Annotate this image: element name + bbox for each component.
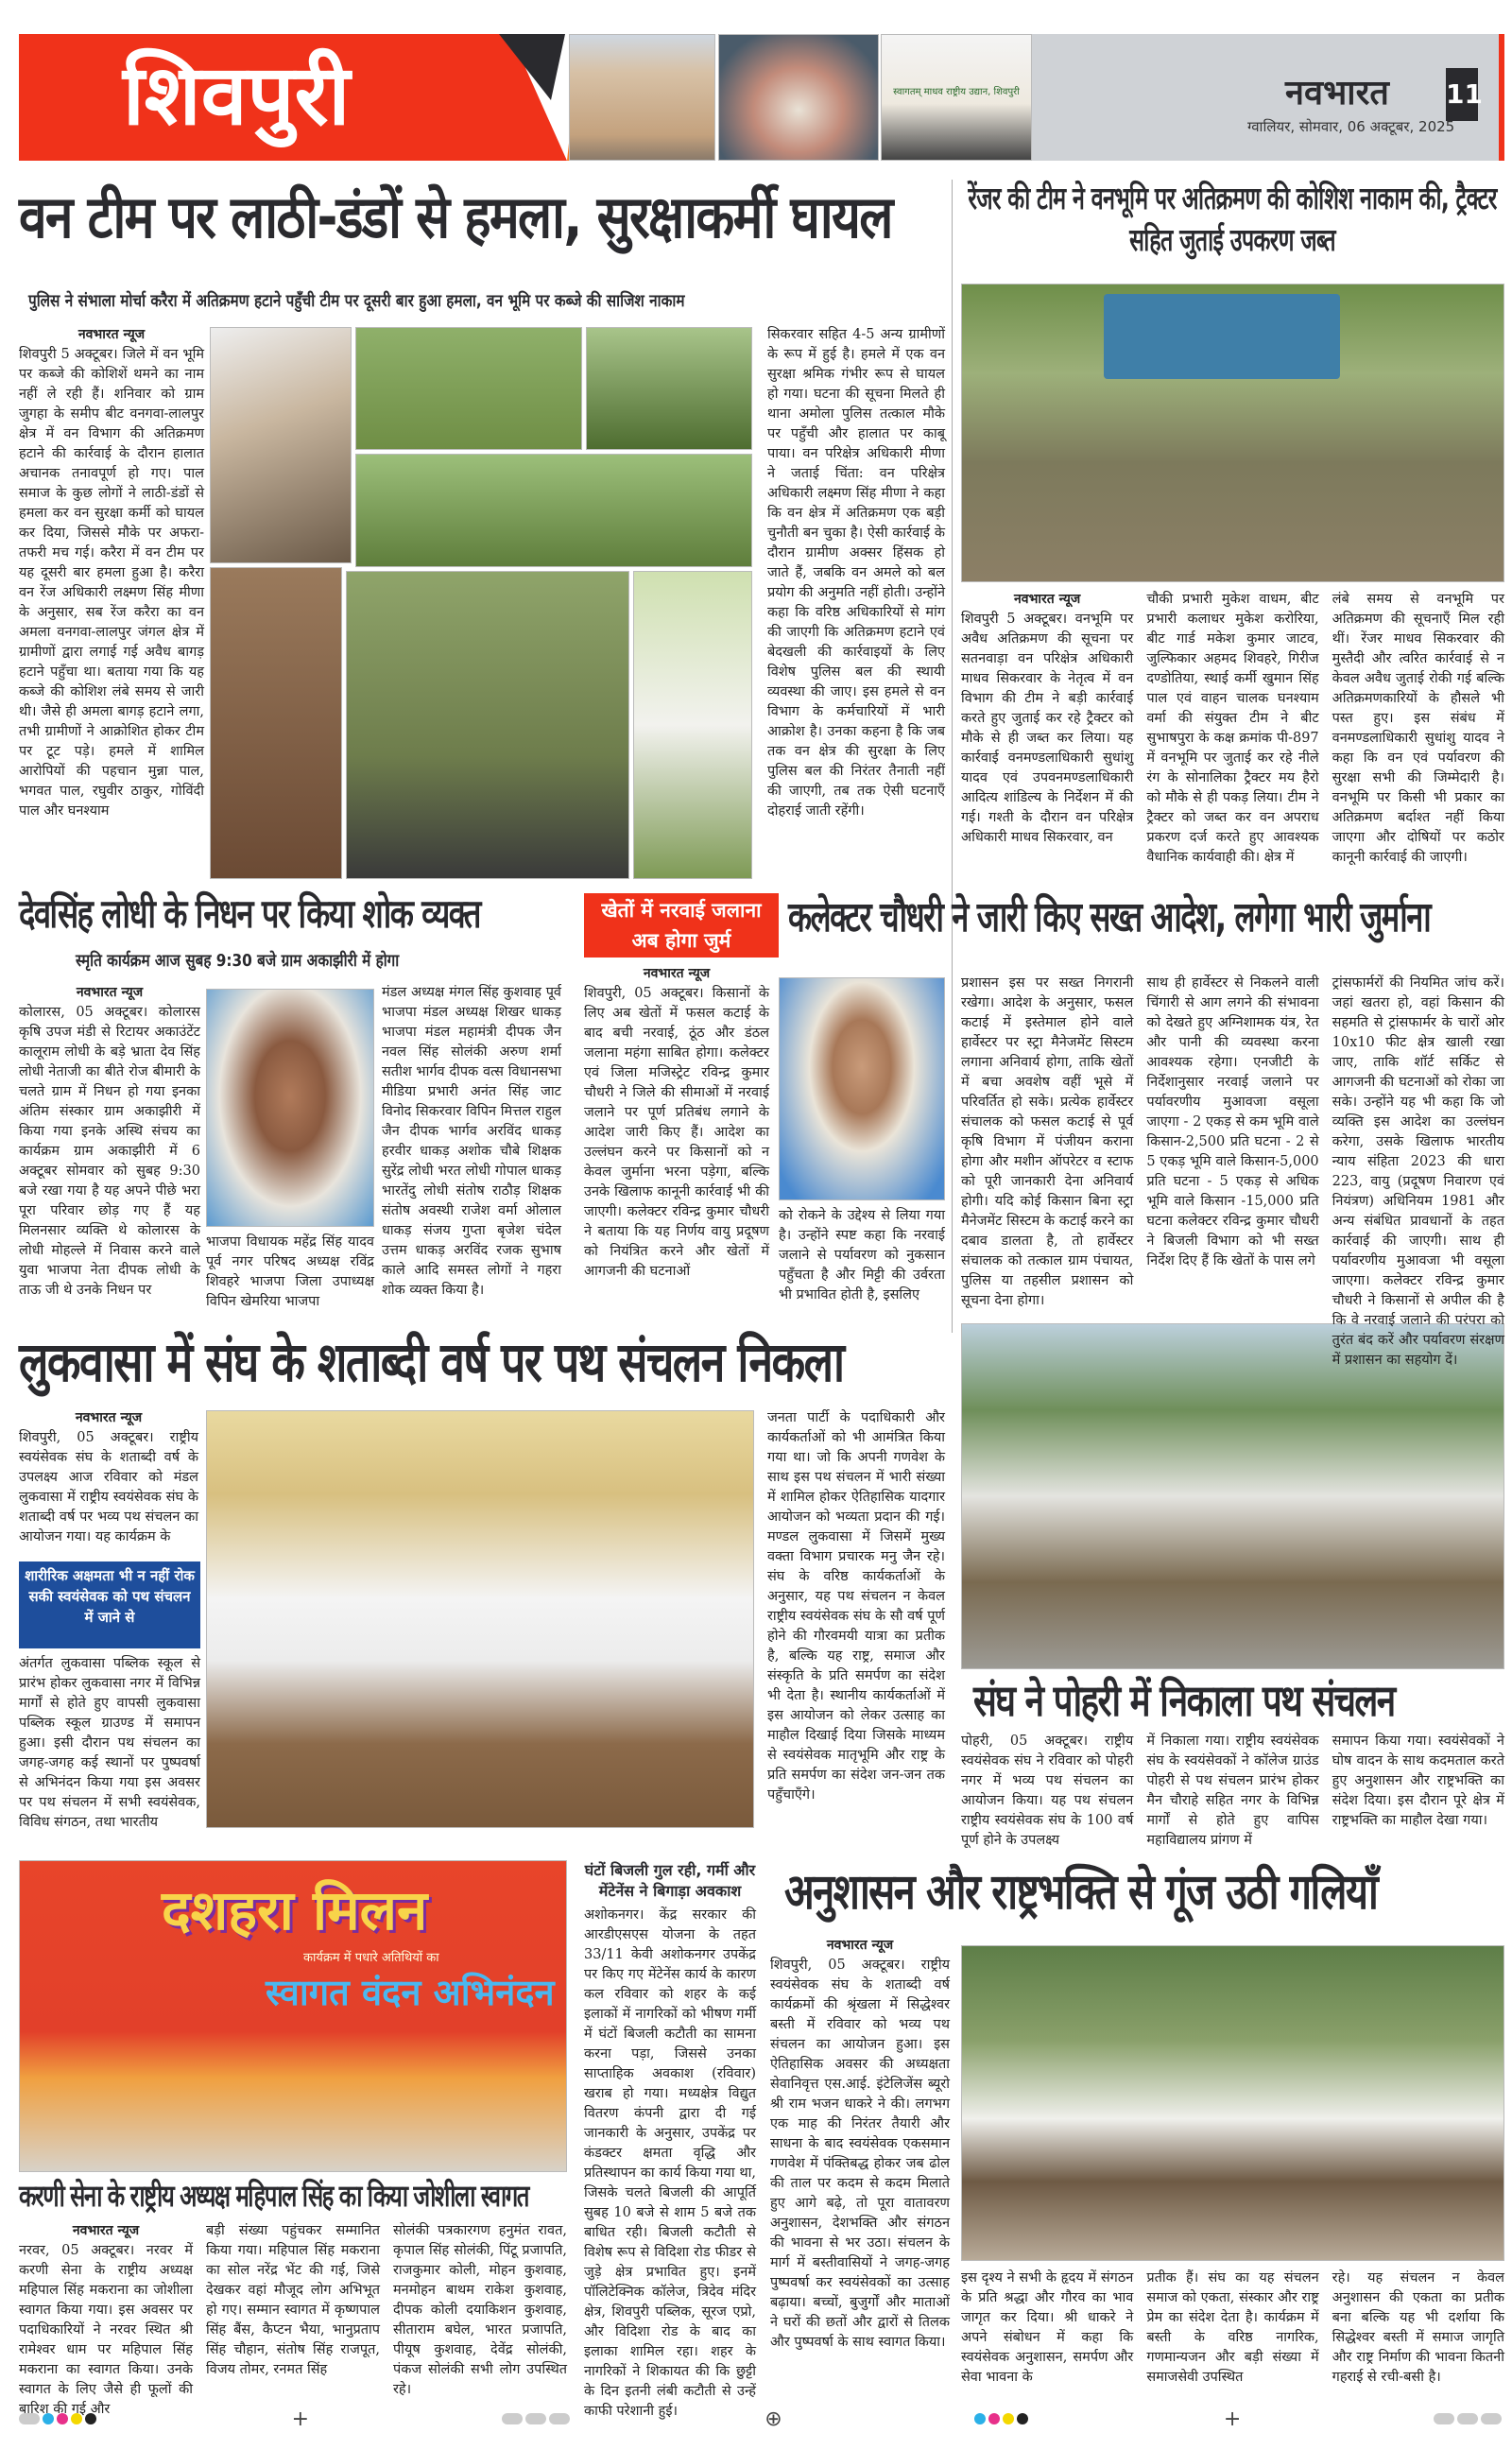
story3-col1: [19, 983, 200, 1331]
paper-name: नवभारत: [1285, 74, 1389, 112]
byline: नवभारत न्यूज: [826, 1938, 894, 1953]
story1-subhead: पुलिस ने संभाला मोर्चा करैरा में अतिक्रमण हटाने पहुँची टीम पर दूसरी बार हुआ हमला, वन भूमि पर कब्जे की साजिश नाकाम: [28, 291, 685, 311]
story4-badge: खेतों में नरवाई जलाना अब होगा जुर्म: [584, 893, 779, 958]
byline: नवभारत न्यूज: [72, 2223, 140, 2238]
story7-col3: सोलंकी पत्रकारगण हनुमंत रावत, कृपाल सिंह सोलंकी, पिंटू प्रजापति, राजकुमार कोली, मोहन कुशवाह, मनमोहन बाथम राकेश कुशवाह, दीपक कोली दयाकिशन कुशवाह, सीताराम बघेल, भारत प्रजापति, पीयूष कुशवाह, देवेंद्र सोलंकी, पंकज सोलंकी सभी लोग उपस्थित रहे।: [393, 2223, 567, 2397]
story2-text: शिवपुरी 5 अक्टूबर। वनभूमि पर अवैध अतिक्रमण की सूचना पर सतनवाड़ा वन परिक्षेत्र अधिकारी माधव सिकरवार के नेतृत्व में वन विभाग की टीम ने बड़ी कार्रवाई करते हुए जुताई कर रहे ट्रैक्टर को मौके से ही जब्त कर लिया। यह कार्रवाई वनमण्डलाधिकारी सुधांशु यादव एवं उपवनमण्डलाधिकारी आदित्य शांडिल्य के निर्देशन में की गई। गश्ती के दौरान वन परिक्षेत्र अधिकारी माधव सिकरवार, वन: [961, 612, 1134, 845]
byline: नवभारत न्यूज: [75, 1410, 143, 1425]
photo-field-crowd: [355, 327, 582, 450]
story5-col2: जनता पार्टी के पदाधिकारी और कार्यकर्ताओं को भी आमंत्रित किया गया था। जो कि अपनी गणवेश के साथ इस पथ संचलन में भारी संख्या में शामिल होकर ऐतिहासिक यादगार आयोजन को भव्यता प्रदान की गई। मण्डल लुकवासा में जिसमें मुख्य वक्ता विभाग प्रचारक मनु जैन रहे। संघ के वरिष्ठ कार्यकर्ताओं के अनुसार, यह पथ संचलन न केवल राष्ट्रीय स्वयंसेवक संघ के सौ वर्ष पूर्ण होने की गौरवमयी यात्रा का प्रतीक है, बल्कि यह राष्ट्र, समाज और संस्कृति के प्रति समर्पण का संदेश भी देता है। स्थानीय कार्यकर्ताओं में इस आयोजन को लेकर उत्साह का माहौल दिखाई दिया जिसके माध्यम से स्वयंसेवक मातृभूमि और राष्ट्र के प्रति समर्पण का संदेश जन-जन तक पहुँचाएँगे।: [767, 1410, 945, 1803]
story4-col3: प्रशासन इस पर सख्त निगरानी रखेगा। आदेश के अनुसार, फसल कटाई में इस्तेमाल होने वाले हार्वेस्टर पर स्ट्रा मैनेजमेंट सिस्टम लगाना अनिवार्य होगा, ताकि खेतों में बचा अवशेष वहीं भूसे में परिवर्तित हो सके। प्रत्येक हार्वेस्टर संचालक को फसल कटाई से पूर्व कृषि विभाग में पंजीयन कराना होगा और मशीन ऑपरेटर व स्टाफ को पूरी जानकारी देना अनिवार्य होगी। यदि कोई किसान बिना स्ट्रा मैनेजमेंट सिस्टम के कटाई करने का दबाव डालता है, तो हार्वेस्टर संचालक को तत्काल ग्राम पंचायत, पुलिस या तहसील प्रशासन को सूचना देना होगा।: [961, 975, 1134, 1308]
photo-back-injury: [210, 567, 342, 879]
story3-under-photo: भाजपा विधायक महेंद्र सिंह यादव पूर्व नगर परिषद अध्यक्ष रविंद्र शिवहरे भाजपा जिला उपाध्यक्ष विपिन खेमरिया भाजपा: [206, 1234, 374, 1309]
masthead-photo-palace: [569, 34, 715, 161]
color-bar: [974, 2410, 1031, 2428]
masthead-photo-square: [718, 34, 879, 161]
byline: नवभारत न्यूज: [643, 966, 711, 981]
tractor: [1104, 294, 1340, 379]
story2-col2: चौकी प्रभारी मुकेश वाधम, बीट प्रभारी कलाधर मुकेश करोरिया, बीट गार्ड मकेश कुमार जाटव, जुल्फिकार अहमद शिवहरे, गिरीज दण्डोतिया, स्थाई कर्मी खुमान सिंह पाल एवं वाहन चालक घनश्याम वर्मा की संयुक्त टीम ने बीट सुभाषपुरा के कक्ष क्रमांक पी-897 में वनभूमि पर जुताई कर रहे नीले रंग के सोनालिका ट्रैक्टर मय हैरो को मौके से ही पकड़ लिया। टीम ने ट्रैक्टर को जब्त कर वन अपराध प्रकरण दर्ज करते हुए आवश्यक वैधानिक कार्यवाही की। क्षेत्र में: [1146, 592, 1319, 865]
story9-col4: रहे। यह संचलन न केवल अनुशासन की एकता का प्रतीक बना बल्कि यह भी दर्शाया कि सिद्धेश्वर बस्ती में समाज जागृति और राष्ट्र निर्माण की भावना कितनी गहराई से रची-बसी है।: [1332, 2270, 1504, 2385]
photo-motorcycle: [346, 571, 629, 879]
story4-col4: साथ ही हार्वेस्टर से निकलने वाली चिंगारी से आग लगने की संभावना को देखते हुए अग्निशामक यंत्र, रेत और पानी की व्यवस्था करना आवश्यक रहेगा। एनजीटी के निर्देशानुसार नरवाई जलाने पर पर्यावरणीय मुआवजा वसूला जाएगा - 2 एकड़ से कम भूमि वाले किसान-2,500 प्रति घटना - 2 से 5 एकड़ भूमि वाले किसान-5,000 प्रति घटना - 5 एकड़ से अधिक भूमि वाले किसान -15,000 प्रति घटना कलेक्टर रविन्द्र कुमार चौधरी ने बिजली विभाग को भी सख्त निर्देश दिए हैं कि खेतों के पास लगे: [1146, 975, 1319, 1268]
story9-photo-march: [961, 1945, 1504, 2261]
story5-photo-volunteers: [206, 1410, 754, 1828]
story3-subhead: स्मृति कार्यक्रम आज सुबह 9:30 बजे ग्राम अकाझीरी में होगा: [76, 951, 400, 971]
story9-col3: प्रतीक हैं। संघ का यह संचलन समाज को एकता, संस्कार और राष्ट्र प्रेम का संदेश देता है। कार्यक्रम में बस्ती के वरिष्ठ नागरिक, गणमान्यजन और बड़ी संख्या में समाजसेवी उपस्थित: [1146, 2270, 1319, 2385]
story7-headline: करणी सेना के राष्ट्रीय अध्यक्ष महिपाल सिंह का किया जोशीला स्वागत: [19, 2178, 528, 2214]
story7-text: नरवर, 05 अक्टूबर। नरवर में करणी सेना के राष्ट्रीय अध्यक्ष महिपाल सिंह मकराना का जोशीला स्वागत किया गया। इस अवसर पर पदाधिकारियों ने नरवर स्थित श्री रामेश्वर धाम पर महिपाल सिंह मकराना का स्वागत किया। उनके स्वागत के लिए जैसे ही फूलों की बारिश की गई और: [19, 2243, 193, 2417]
story7-columns: [19, 2221, 567, 2417]
story4-text: शिवपुरी, 05 अक्टूबर। किसानों के लिए अब खेतों में फसल कटाई के बाद बची नरवाई, ठूंठ और डंठल जलाना महंगा साबित होगा। कलेक्टर एवं जिला मजिस्ट्रेट रविन्द्र कुमार चौधरी ने जिले की सीमाओं में नरवाई जलाने पर पूर्ण प्रतिबंध लगाने के आदेश जारी किए हैं। आदेश का उल्लंघन करने पर किसानों को न केवल जुर्माना भरना पड़ेगा, बल्कि उनके खिलाफ कानूनी कार्रवाई भी की जाएगी। कलेक्टर रविन्द्र कुमार चौधरी ने बताया कि यह निर्णय वायु प्रदूषण को नियंत्रित करने और खेतों में आगजनी की घटनाओं: [584, 986, 769, 1279]
story3-text: कोलारस, 05 अक्टूबर। कोलारस कृषि उपज मंडी से रिटायर अकाउंटेंट कालूराम लोधी के बड़े भ्राता देव सिंह लोधी नेताजी का बीते रोज बीमारी के चलते ग्राम में निधन हो गया इनका अंतिम संस्कार ग्राम अकाझीरी में किया गया इनके अस्थि संचय का कार्यक्रम ग्राम अकाझीरी में 6 अक्टूबर सोमवार को सुबह 9:30 बजे रखा गया है यह अपने पीछे भरा पूरा परिवार छोड़ गए हैं यह मिलनसार व्यक्ति थे कोलारस के लोधी मोहल्ले में निवास करने वाले युवा भाजपा नेता दीपक लोधी के ताऊ जी थे उनके निधन पर: [19, 1005, 200, 1298]
color-bar: [502, 2410, 573, 2428]
photo-man-with-stick: [633, 571, 752, 879]
photo-trees: [586, 327, 752, 450]
story5-headline: लुकवासा में संघ के शताब्दी वर्ष पर पथ संचलन निकला: [19, 1330, 844, 1394]
story5-col1: [19, 1408, 198, 1560]
story8-headline: घंटों बिजली गुल रही, गर्मी और मेंटेनेंस ने बिगाड़ा अवकाश: [584, 1861, 756, 1900]
story1-text: शिवपुरी 5 अक्टूबर। जिले में वन भूमि पर कब्जे की कोशिशें थमने का नाम नहीं ले रही हैं। शनिवार को ग्राम जुगहा के समीप बीट वनगवा-लालपुर क्षेत्र में वन विभाग की अतिक्रमण हटाने की कार्रवाई के दौरान हालात अचानक तनावपूर्ण हो गए। पाल समाज के कुछ लोगों ने लाठी-डंडों से हमला कर वन सुरक्षा कर्मी को घायल कर दिया, जिससे मौके पर अफरा-तफरी मच गई। करैरा में वन टीम पर यह दूसरी बार हमला हुआ है। करैरा वन रेंज अधिकारी लक्ष्मण सिंह मीणा के अनुसार, सब रेंज करैरा का वन अमला वनगवा-लालपुर जंगल क्षेत्र में ग्रामीणों द्वारा लगाई गई अवैध बागड़ हटाने पहुँचा था। बताया गया कि यह कब्जे की कोशिश लंबे समय से जारी थी। जैसे ही अमला बागड़ हटाने लगा, तभी ग्रामीणों ने आक्रोशित होकर टीम पर टूट पड़े। हमले में शामिल आरोपियों की पहचान मुन्ना पाल, भगवत पाल, रघुवीर ठाकुर, गोविंदी पाल और घनश्याम: [19, 347, 204, 819]
story4-collector-photo: [779, 977, 945, 1200]
photo-officer: [355, 454, 752, 567]
story1-headline: वन टीम पर लाठी-डंडों से हमला, सुरक्षाकर्मी घायल: [19, 182, 892, 251]
masthead-info-panel: [1032, 34, 1504, 161]
story5-text: शिवपुरी, 05 अक्टूबर। राष्ट्रीय स्वयंसेवक संघ के शताब्दी वर्ष के उपलक्ष्य आज रविवार को मंडल लुकवासा में राष्ट्रीय स्वयंसेवक संघ के शताब्दी वर्ष पर भव्य पथ संचलन का आयोजन गया। यह कार्यक्रम के: [19, 1430, 198, 1544]
story2-photo-forest-team: [961, 284, 1504, 582]
banner-subtext2: स्वागत वंदन अभिनंदन: [266, 1972, 555, 2013]
story4-col5: ट्रांसफार्मरों की नियमित जांच करें। जहां खतरा हो, वहां किसान की सहमति से ट्रांसफार्मर के चारों ओर 10x10 फीट क्षेत्र खाली रखा जाए, ताकि शॉर्ट सर्किट से आगजनी की घटनाओं को रोका जा सके। उन्होंने यह भी कहा कि जो व्यक्ति इस आदेश का उल्लंघन करेगा, उसके खिलाफ भारतीय न्याय संहिता 2023 की धारा 223, वायु (प्रदूषण निवारण एवं नियंत्रण) अधिनियम 1981 और अन्य संबंधित प्रावधानों के तहत कार्रवाई की जाएगी। साथ ही पर्यावरणीय मुआवजा भी वसूला जाएगा। कलेक्टर रविन्द्र कुमार चौधरी ने किसानों से अपील की है कि वे नरवाई जलाने की परंपरा को तुरंत बंद करें और पर्यावरण संरक्षण में प्रशासन का सहयोग दें।: [1332, 975, 1504, 1368]
byline: नवभारत न्यूज: [1014, 592, 1081, 607]
story2-col3: लंबे समय से वनभूमि पर अतिक्रमण की सूचनाएँ मिल रही थीं। रेंजर माधव सिकरवार की मुस्तैदी और त्वरित कार्रवाई से न केवल अवैध जुताई रोकी गई बल्कि अतिक्रमणकारियों के हौसले भी पस्त हुए। इस संबंध में वनमण्डलाधिकारी सुधांशु यादव ने कहा कि वन एवं पर्यावरण की सुरक्षा सभी की जिम्मेदारी है। वनभूमि पर किसी भी प्रकार का अतिक्रमण बर्दाश्त नहीं किया जाएगा और दोषियों पर कठोर कानूनी कार्रवाई की जाएगी।: [1332, 592, 1504, 865]
story6-photo-march: [961, 1323, 1504, 1669]
byline: नवभारत न्यूज: [77, 327, 146, 342]
banner-text: दशहरा मिलन: [162, 1878, 428, 1942]
story4-columns: [961, 974, 1504, 1368]
story1-col1: [19, 325, 204, 883]
masthead: [19, 34, 1504, 161]
story6-col2: में निकाला गया। राष्ट्रीय स्वयंसेवक संघ के स्वयंसेवकों ने कॉलेज ग्राउंड पोहरी से पथ संचलन प्रारंभ होकर मैन चौराहे सहित नगर के विभिन्न मार्गों से होते हुए वापिस महाविद्यालय प्रांगण में: [1146, 1734, 1319, 1848]
photo-injured-man: [210, 327, 352, 563]
crosshair-icon: ⊕: [765, 2407, 782, 2431]
story9-col2: इस दृश्य ने सभी के हृदय में संगठन के प्रति श्रद्धा और गौरव का भाव जागृत कर दिया। श्री धाकरे ने अपने संबोधन में कहा कि स्वयंसेवक अनुशासन, समर्पण और सेवा भावना के: [961, 2270, 1134, 2385]
crosshair-icon: +: [1223, 2407, 1242, 2431]
story5-sidebox: शारीरिक अक्षमता भी न नहीं रोक सकी स्वयंसेवक को पथ संचलन में जाने से: [19, 1561, 200, 1648]
story9-columns: [961, 2269, 1504, 2384]
story2-headline: रेंजर की टीम ने वनभूमि पर अतिक्रमण की कोशिश नाकाम की, ट्रैक्टर सहित जुताई उपकरण जब्त: [968, 180, 1497, 258]
color-bar: [1434, 2410, 1504, 2428]
story3-portrait: [206, 989, 374, 1227]
story3-col2: मंडल अध्यक्ष मंगल सिंह कुशवाह पूर्व भाजपा मंडल अध्यक्ष शिखर धाकड़ भाजपा मंडल महामंत्री दीपक जैन नवल सिंह सोलंकी अरुण शर्मा सतीश भार्गव दीपक वत्स विधानसभा मीडिया प्रभारी अनंत सिंह जाट विनोद सिकरवार विपिन मित्तल राहुल जैन दीपक भार्गव अरविंद धाकड़ हरवीर धाकड़ अशोक चौबे शिक्षक सुरेंद्र लोधी भरत लोधी गोपाल धाकड़ भारतेंदु लोधी संतोष राठौड़ शिक्षक संतोष अवस्थी राजेश वर्मा ओलाल धाकड़ संजय गुप्ता बृजेश चंदेल उत्तम धाकड़ अरविंद रजक सुभाष काले आदि समस्त लोगों ने गहरा शोक व्यक्त किया है।: [382, 985, 561, 1298]
section-title: शिवपुरी: [123, 46, 351, 144]
gate-sign: स्वागतम् माधव राष्ट्रीय उद्यान, शिवपुरी: [893, 87, 1020, 97]
story1-photo-collage: [210, 327, 752, 881]
story3-headline: देवसिंह लोधी के निधन पर किया शोक व्यक्त: [19, 890, 480, 937]
page-number: 11: [1446, 68, 1478, 121]
story1-col2: सिकरवार सहित 4-5 अन्य ग्रामीणों के रूप में हुई है। हमले में एक वन सुरक्षा श्रमिक गंभीर रूप से घायल हो गया। घटना की सूचना मिलते ही थाना अमोला पुलिस तत्काल मौके पर पहुँची और हालात पर काबू पाया। वन परिक्षेत्र अधिकारी मीणा ने जताई चिंता: वन परिक्षेत्र अधिकारी लक्ष्मण सिंह मीणा ने कहा कि वन क्षेत्र में अतिक्रमण एक बड़ी चुनौती बन चुका है। ऐसी कार्रवाई के दौरान ग्रामीण अक्सर हिंसक हो जाते हैं, जबकि वन अमले को बल प्रयोग की अनुमति नहीं होती। उन्होंने कहा कि वरिष्ठ अधिकारियों से मांग की जाएगी कि अतिक्रमण हटाने एवं बेदखली की कार्रवाइयों के लिए विशेष पुलिस बल की स्थायी व्यवस्था की जाए। इस हमले से वन विभाग के कर्मचारियों में भारी आक्रोश है। उनका कहना है कि जब तक वन क्षेत्र की सुरक्षा के लिए पुलिस बल की निरंतर तैनाती नहीं की जाएगी, तब तक ऐसी घटनाएँ दोहराई जाती रहेंगी।: [767, 327, 945, 819]
dateline: ग्वालियर, सोमवार, 06 अक्टूबर, 2025: [1247, 118, 1455, 135]
crosshair-icon: +: [291, 2407, 310, 2431]
story5-col1b: अंतर्गत लुकवासा पब्लिक स्कूल से प्रारंभ होकर लुकवासा नगर में विभिन्न मार्गों से होते हुए वापसी लुकवासा पब्लिक स्कूल ग्राउण्ड में समापन हुआ। इसी दौरान पथ संचलन का जगह-जगह कई स्थानों पर पुष्पवर्षा से अभिनंदन किया गया इस अवसर पर पथ संचलन में सभी स्वयंसेवक, विविध संगठन, तथा भारतीय: [19, 1656, 200, 1830]
registration-marks: [19, 2405, 1504, 2433]
story4-under-photo: को रोकने के उद्देश्य से लिया गया है। उन्होंने स्पष्ट कहा कि नरवाई जलाने से पर्यावरण को नुकसान पहुँचता है और मिट्टी की उर्वरता भी प्रभावित होती है, इसलिए: [779, 1208, 945, 1303]
story9-col1: [770, 1936, 950, 2385]
story7-col2: बड़ी संख्या पहुंचकर सम्मानित किया गया। महिपाल सिंह मकराना का सोल नरेंद्र भेंट की गई, जिसे देखकर वहां मौजूद लोग अभिभूत हो गए। सम्मान स्वागत में कृष्णपाल सिंह बैंस, कैप्टन भैया, भानुप्रताप सिंह चौहान, संतोष सिंह राजपूत, विजय तोमर, रनमत सिंह: [206, 2223, 380, 2377]
story4-headline: कलेक्टर चौधरी ने जारी किए सख्त आदेश, लगेगा भारी जुर्माना: [788, 893, 1431, 941]
story6-headline: संघ ने पोहरी में निकाला पथ संचलन: [973, 1675, 1395, 1726]
masthead-photo-gate: [881, 34, 1032, 161]
story6-col1: पोहरी, 05 अक्टूबर। राष्ट्रीय स्वयंसेवक संघ ने रविवार को पोहरी नगर में भव्य पथ संचलन का आयोजन किया। यह पथ संचलन राष्ट्रीय स्वयंसेवक संघ के 100 वर्ष पूर्ण होने के उपलक्ष्य: [961, 1734, 1134, 1848]
story4-col1: [584, 964, 769, 1331]
story6-col3: समापन किया गया। स्वयंसेवकों ने घोष वादन के साथ कदमताल करते हुए अनुशासन और राष्ट्रभक्ति का संदेश दिया। इस दौरान पूरे क्षेत्र में राष्ट्रभक्ति का माहौल देखा गया।: [1332, 1734, 1504, 1828]
story8-body: अशोकनगर। केंद्र सरकार की आरडीएसएस योजना के तहत 33/11 केवी अशोकनगर उपकेंद्र पर किए गए मेंटेनेंस कार्य के कारण कल रविवार को शहर के कई इलाकों में नागरिकों को भीषण गर्मी में घंटों बिजली कटौती का सामना करना पड़ा, जिससे उनका साप्ताहिक अवकाश (रविवार) खराब हो गया। मध्यक्षेत्र विद्युत वितरण कंपनी द्वारा दी गई जानकारी के अनुसार, उपकेंद्र पर कंडक्टर क्षमता वृद्धि और प्रतिस्थापन का कार्य किया गया था, जिसके चलते बिजली की आपूर्ति सुबह 10 बजे से शाम 5 बजे तक बाधित रही। बिजली कटौती से विशेष रूप से विदिशा रोड फीडर से जुड़े क्षेत्र प्रभावित हुए। इनमें पॉलिटेक्निक कॉलेज, त्रिदेव मंदिर क्षेत्र, शिवपुरी पब्लिक, सूरज एप्रो, और विदिशा रोड के बाद का इलाका शामिल रहा। शहर के नागरिकों ने शिकायत की कि छुट्टी के दिन इतनी लंबी कटौती से उन्हें काफी परेशानी हुई।: [584, 1907, 756, 2419]
story2-columns: [961, 590, 1504, 883]
byline: नवभारत न्यूज: [76, 985, 144, 1000]
banner-subtext: कार्यक्रम में पधारे अतिथियों का: [303, 1951, 439, 1965]
divider: [952, 180, 953, 1333]
story6-columns: [961, 1732, 1504, 1851]
story9-text: शिवपुरी, 05 अक्टूबर। राष्ट्रीय स्वयंसेवक संघ के शताब्दी वर्ष कार्यक्रमों की श्रृंखला में सिद्धेश्वर बस्ती में रविवार को भव्य पथ संचलन का आयोजन हुआ। इस ऐतिहासिक अवसर की अध्यक्षता सेवानिवृत्त एस.आई. इंटेलिजेंस ब्यूरो श्री राम भजन धाकरे ने की। लगभग एक माह की निरंतर तैयारी और साधना के बाद स्वयंसेवक एकसमान गणवेश में पंक्तिबद्ध होकर जब ढोल की ताल पर कदम से कदम मिलाते हुए आगे बढ़े, तो पूरा वातावरण अनुशासन, देशभक्ति और संगठन की भावना से भर उठा। संचलन के मार्ग में बस्तीवासियों ने जगह-जगह पुष्पवर्षा कर स्वयंसेवकों का उत्साह बढ़ाया। बच्चों, बुजुर्गों और माताओं ने घरों की छतों और द्वारों से तिलक और पुष्पवर्षा के साथ स्वागत किया।: [770, 1958, 950, 2350]
story9-headline: अनुशासन और राष्ट्रभक्ति से गूंज उठी गलियाँ: [784, 1864, 1378, 1921]
story7-photo-dussehra: [19, 1860, 567, 2172]
